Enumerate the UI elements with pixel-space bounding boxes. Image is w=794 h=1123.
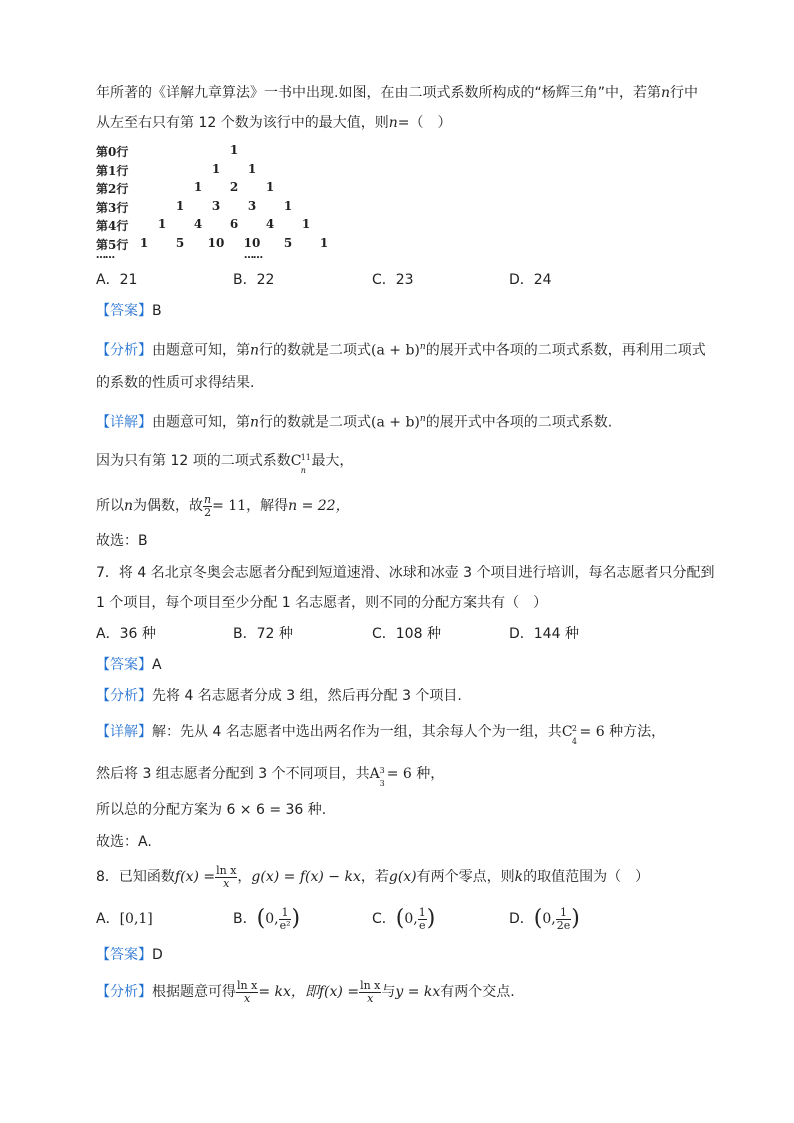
q7-total: 所以总的分配方案为 6 × 6 = 36 种. — [96, 802, 327, 818]
q7-option-d: D．144 种 — [509, 626, 579, 642]
fraction: $\frac{1}{\text{e²}}$ — [279, 905, 291, 932]
triangle-row — [96, 162, 356, 180]
triangle-number: 4 — [193, 217, 203, 231]
triangle-row — [96, 143, 356, 161]
fraction: $\frac{\text{ln x}}{x}$ — [360, 978, 381, 1005]
q6-choose: 故选：B — [96, 533, 148, 549]
q6-answer: 【答案】B — [96, 303, 162, 319]
triangle-number: 1 — [229, 143, 239, 157]
triangle-row — [96, 217, 356, 235]
triangle-dots-right: …… — [244, 250, 262, 261]
q8-analysis: 【分析】根据题意可得 $\frac{\text{ln x}}{x}$ = kx，即f(x) = $\frac{\text{ln x}}{x}$ 与y = kx有两个交点. — [96, 978, 515, 1005]
q6-detail-line1: 【详解】由题意可知，第n行的数就是二项式$(a + b)^n$的展开式中各项的二项式系数. — [96, 414, 613, 431]
answer-tag: 【答案】 — [96, 303, 152, 319]
fraction: $\frac{1}{e}$ — [418, 905, 426, 932]
detail-tag: 【详解】 — [96, 724, 152, 740]
q8-answer: 【答案】D — [96, 947, 163, 963]
q6-option-c: C．23 — [372, 272, 414, 288]
q7-choose: 故选：A. — [96, 834, 152, 850]
triangle-number: 1 — [175, 198, 185, 213]
q6-option-d: D．24 — [509, 272, 552, 288]
q8-option-c: C．(0, $\frac{1}{e}$ ) — [372, 905, 436, 932]
q6-so-line: 所以n为偶数，故 $\frac{n}{2}$ = 11，解得n = 22， — [96, 492, 350, 519]
answer-tag: 【答案】 — [96, 657, 152, 673]
triangle-row — [96, 199, 356, 217]
q8-stem: 8．已知函数f(x) = $\frac{\text{ln x}}{x}$ ，g(x) = f(x) − kx，若g(x)有两个零点，则k的取值范围为（ ） — [96, 863, 650, 890]
fraction: $\frac{\text{ln x}}{x}$ — [216, 863, 237, 890]
q7-answer: 【答案】A — [96, 657, 162, 673]
triangle-row-label: 第1行 — [96, 163, 129, 178]
triangle-row-label: 第5行 — [96, 237, 129, 252]
triangle-number: 1 — [247, 161, 257, 176]
triangle-number: 6 — [229, 217, 239, 231]
triangle-number: 10 — [207, 235, 225, 250]
q6-option-b: B．22 — [233, 272, 275, 288]
q8-option-d: D．(0, $\frac{1}{2e}$ ) — [509, 905, 580, 932]
triangle-number: 2 — [229, 180, 239, 194]
triangle-row — [96, 180, 356, 198]
fraction: $\frac{1}{2e}$ — [556, 905, 571, 932]
q7-then-line: 然后将 3 组志愿者分配到 3 个不同项目，共A 3 3 = 6 种， — [96, 766, 445, 788]
q7-detail-line1: 【详解】解：先从 4 名志愿者中选出两名作为一组，其余每人个为一组，共C 2 4 = 6 种方法， — [96, 724, 666, 746]
triangle-row-label: 第2行 — [96, 182, 129, 196]
analysis-tag: 【分析】 — [96, 984, 152, 1000]
triangle-dots-left: …… — [96, 250, 114, 261]
q6-analysis-line2: 的系数的性质可求得结果. — [96, 375, 255, 391]
triangle-number: 1 — [283, 198, 293, 213]
triangle-row-label: 第3行 — [96, 200, 129, 215]
triangle-number: 5 — [175, 235, 185, 250]
triangle-number: 10 — [243, 235, 261, 250]
analysis-tag: 【分析】 — [96, 688, 152, 704]
detail-tag: 【详解】 — [96, 414, 152, 431]
q7-option-b: B．72 种 — [233, 626, 293, 642]
triangle-number: 1 — [139, 235, 149, 250]
q7-option-c: C．108 种 — [372, 626, 441, 642]
triangle-number: 4 — [265, 217, 275, 231]
triangle-number: 1 — [157, 217, 167, 231]
q6-stem-line2: 从左至右只有第 12 个数为该行中的最大值，则n=（ ） — [96, 115, 452, 131]
analysis-tag: 【分析】 — [96, 342, 152, 359]
triangle-row-label: 第4行 — [96, 219, 129, 233]
triangle-number: 3 — [247, 198, 257, 213]
q8-option-b: B．(0, $\frac{1}{\text{e²}}$ ) — [233, 905, 301, 932]
q7-stem-line2: 1 个项目，每个项目至少分配 1 名志愿者，则不同的分配方案共有（ ） — [96, 595, 548, 611]
triangle-row — [96, 236, 356, 254]
q6-stem-line1: 年所著的《详解九章算法》一书中出现.如图，在由二项式系数所构成的“杨辉三角”中，若第n行中 — [96, 85, 698, 101]
q6-because-line: 因为只有第 12 项的二项式系数C 11 n 最大， — [96, 453, 354, 475]
triangle-number: 1 — [193, 180, 203, 194]
q6-analysis-line1: 【分析】由题意可知，第n行的数就是二项式$(a + b)^n$的展开式中各项的二项式系数，再利用二项式 — [96, 342, 706, 359]
triangle-number: 1 — [319, 235, 329, 250]
q8-option-a: A．[0,1] — [96, 911, 153, 927]
triangle-number: 5 — [283, 235, 293, 250]
yanghui-triangle — [96, 143, 356, 263]
answer-tag: 【答案】 — [96, 947, 152, 963]
triangle-number: 1 — [211, 161, 221, 176]
q7-analysis: 【分析】先将 4 名志愿者分成 3 组，然后再分配 3 个项目. — [96, 688, 462, 704]
q7-option-a: A．36 种 — [96, 626, 156, 642]
triangle-number: 1 — [265, 180, 275, 194]
fraction: $\frac{\text{ln x}}{x}$ — [237, 978, 258, 1005]
q6-option-a: A．21 — [96, 272, 138, 288]
q7-stem-line1: 7．将 4 名北京冬奥会志愿者分配到短道速滑、冰球和冰壶 3 个项目进行培训，每名志愿者只分配到 — [96, 565, 715, 581]
triangle-number: 1 — [301, 217, 311, 231]
triangle-row-label: 第0行 — [96, 145, 129, 159]
fraction: $\frac{n}{2}$ — [204, 492, 212, 519]
triangle-number: 3 — [211, 198, 221, 213]
